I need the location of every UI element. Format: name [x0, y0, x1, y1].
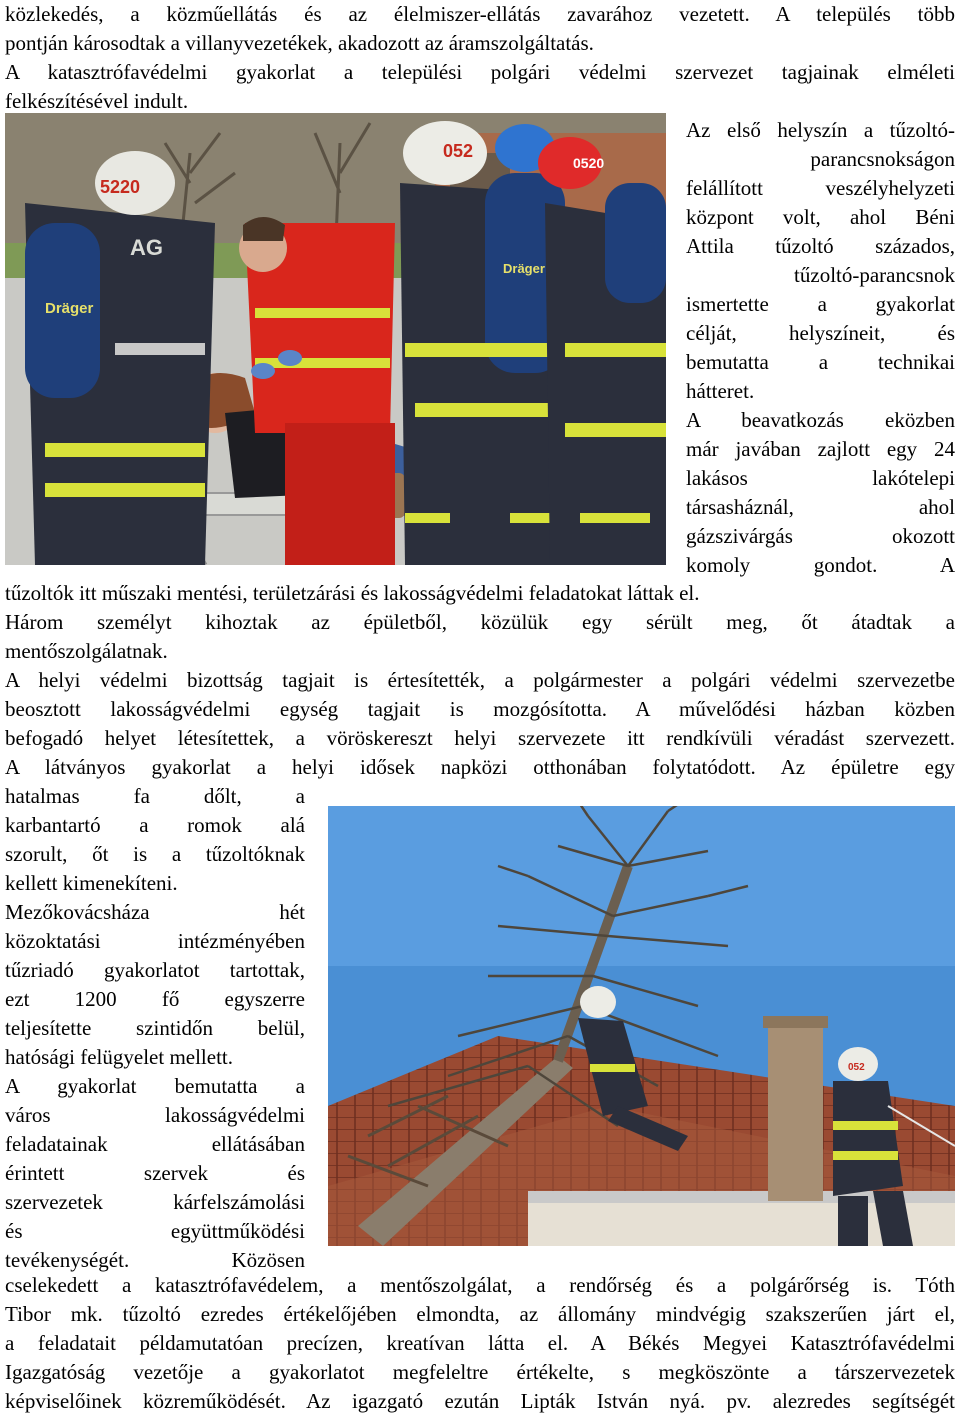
helmet-number-left: 5220: [100, 177, 141, 197]
dräger-tank-label: Dräger: [45, 300, 94, 317]
paragraph-line: cselekedett a katasztrófavédelem, a mentőszolgálat, a rendőrség és a polgárőrség is. Tóth: [5, 1273, 955, 1297]
jacket-text: AG: [130, 235, 163, 260]
paragraph-line: érintett szervek és: [5, 1161, 305, 1185]
paragraph-line: ismertette a gyakorlat: [686, 292, 955, 316]
paragraph-line: beosztott lakosságvédelmi egység tagjait is mozgósította. A művelődési házban közben: [5, 697, 955, 721]
paragraph-line: szorult, őt is a tűzoltóknak: [5, 842, 305, 866]
paragraph-line: ezt 1200 fő egyszerre: [5, 987, 305, 1011]
helmet-number-roof: 052: [848, 1062, 865, 1073]
paragraph-line: parancsnokságon: [810, 147, 955, 171]
paragraph-line: A helyi védelmi bizottság tagjait is értesítették, a polgármester a polgári védelmi szervezetbe: [5, 668, 955, 692]
paragraph-line: A katasztrófavédelmi gyakorlat a települési polgári védelmi szervezet tagjainak elméleti: [5, 60, 955, 84]
paragraph-line: már javában zajlott egy 24: [686, 437, 955, 461]
fallen-tree-roof-photo: [328, 806, 955, 1246]
paragraph-line: felállított veszélyhelyzeti: [686, 176, 955, 200]
paragraph-line: feladatainak ellátásában: [5, 1132, 305, 1156]
paragraph-line: közlekedés, a közműellátás és az élelmiszer-ellátás zavarához vezetett. A település több: [5, 2, 955, 26]
paragraph-line: célját, helyszíneit, és: [686, 321, 955, 345]
paragraph-line: karbantartó a romok alá: [5, 813, 305, 837]
paragraph-line: komoly gondot. A: [686, 553, 955, 577]
paragraph-line: A gyakorlat bemutatta a: [5, 1074, 305, 1098]
paragraph-line: bemutatta a technikai: [686, 350, 955, 374]
paragraph-line: hatósági felügyelet mellett.: [5, 1045, 234, 1069]
paragraph-line: tűzriadó gyakorlatot tartottak,: [5, 958, 305, 982]
paragraph-line: központ volt, ahol Béni: [686, 205, 955, 229]
rescue-exercise-photo: [5, 113, 666, 565]
paragraph-line: mentőszolgálatnak.: [5, 639, 168, 663]
paragraph-line: Igazgatóság vezetője a gyakorlatot megfeleltre értékelte, s megköszönte a társzervezetek: [5, 1360, 955, 1384]
paragraph-line: kellett kimenekíteni.: [5, 871, 178, 895]
helmet-number-center: 052: [443, 141, 474, 161]
paragraph-line: tűzoltó-parancsnok: [794, 263, 955, 287]
helmet-number-right: 0520: [573, 155, 605, 171]
paragraph-line: teljesítette szintidőn belül,: [5, 1016, 305, 1040]
paragraph-line: és együttműködési: [5, 1219, 305, 1243]
dräger-tank-label-2: Dräger: [503, 261, 545, 276]
paragraph-line: tevékenységét. Közösen: [5, 1248, 305, 1272]
paragraph-line: Mezőkovácsháza hét: [5, 900, 305, 924]
paragraph-line: gázszivárgás okozott: [686, 524, 955, 548]
paragraph-line: Attila tűzoltó százados,: [686, 234, 955, 258]
paragraph-line: A beavatkozás eközben: [686, 408, 955, 432]
paragraph-line: Három személyt kihoztak az épületből, közülük egy sérült meg, őt átadtak a: [5, 610, 955, 634]
paragraph-line: Tibor mk. tűzoltó ezredes értékelőjében elmondta, az állomány mindvégig szakszerűen járt el,: [5, 1302, 955, 1326]
paragraph-line: közoktatási intézményében: [5, 929, 305, 953]
paragraph-line: a feladatait példamutatóan precízen, kreatívan látta el. A Békés Megyei Katasztrófavédelmi: [5, 1331, 955, 1355]
paragraph-line: befogadó helyet létesítettek, a vöröskereszt helyi szervezete itt rendkívüli véradást szervezett.: [5, 726, 955, 750]
paragraph-line: szervezetek kárfelszámolási: [5, 1190, 305, 1214]
paragraph-line: A látványos gyakorlat a helyi idősek napközi otthonában folytatódott. Az épületre egy: [5, 755, 955, 779]
paragraph-line: pontján károsodtak a villanyvezetékek, akadozott az áramszolgáltatás.: [5, 31, 594, 55]
paragraph-line: társasháznál, ahol: [686, 495, 955, 519]
paragraph-line: hátteret.: [686, 379, 755, 403]
paragraph-line: felkészítésével indult.: [5, 89, 189, 113]
paragraph-line: lakásos lakótelepi: [686, 466, 955, 490]
paragraph-line: hatalmas fa dőlt, a: [5, 784, 305, 808]
paragraph-line: város lakosságvédelmi: [5, 1103, 305, 1127]
paragraph-line: tűzoltók itt műszaki mentési, területzárási és lakosságvédelmi feladatokat láttak el.: [5, 581, 700, 605]
paragraph-line: Az első helyszín a tűzoltó-: [686, 118, 955, 142]
paragraph-line: képviselőinek közreműködését. Az igazgató ezután Lipták István nyá. pv. alezredes segítségét: [5, 1389, 955, 1413]
